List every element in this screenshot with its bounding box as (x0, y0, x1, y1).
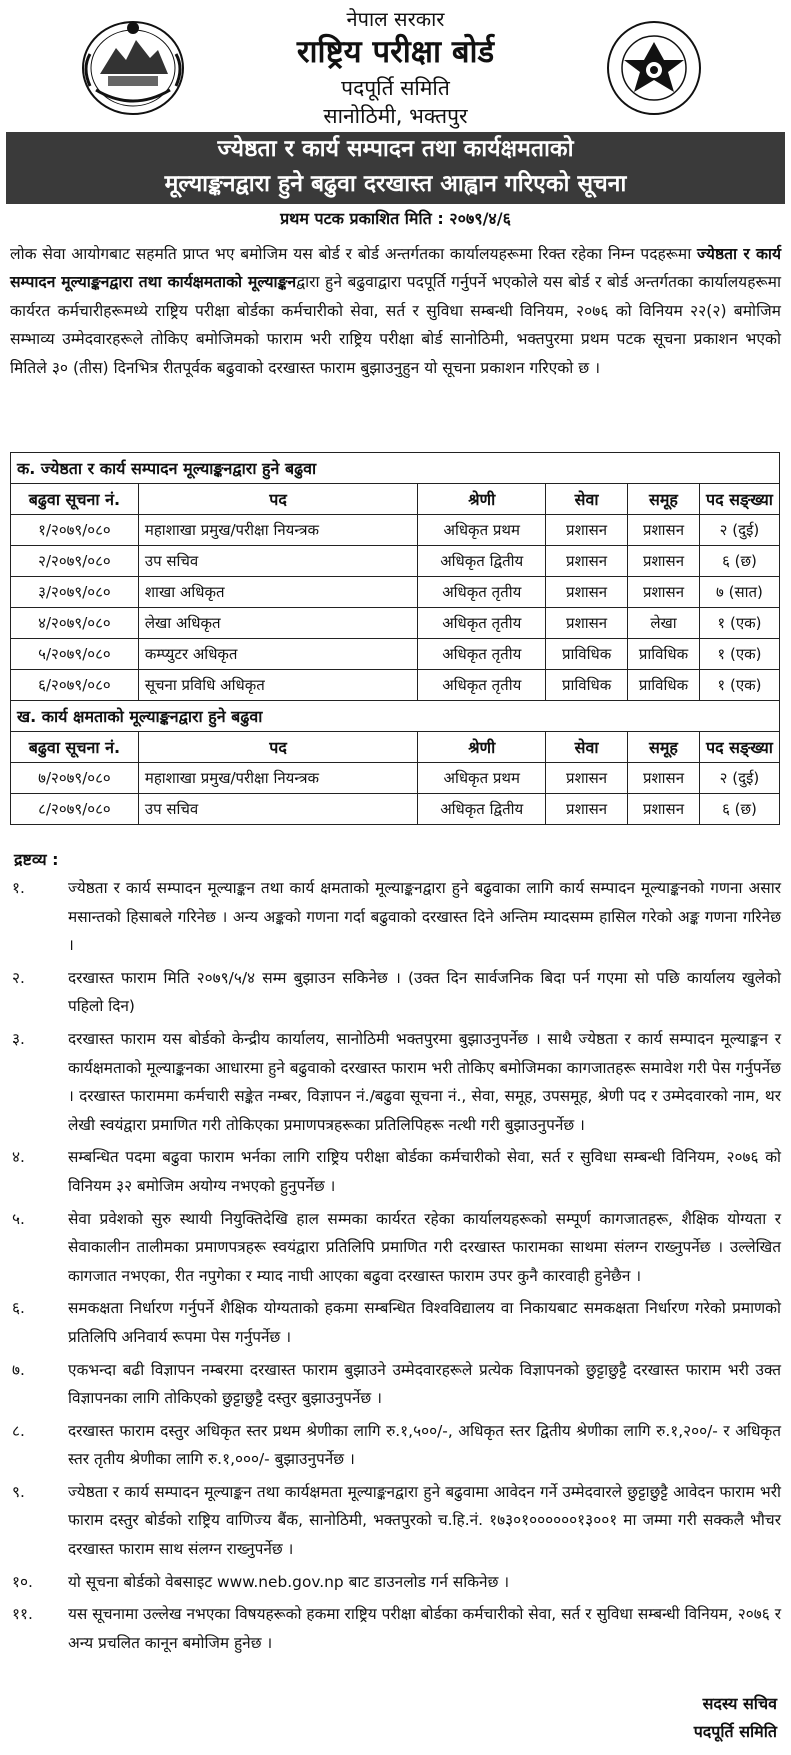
intro-bold-text: ज्येष्ठता र कार्य सम्पादन मूल्याङ्कनद्वारा तथा कार्यक्षमताको मूल्याङ्कन (10, 245, 781, 292)
table-column-header: सेवा (546, 732, 628, 763)
table-column-header: श्रेणी (418, 732, 546, 763)
committee-name: पदपूर्ति समिति (341, 76, 450, 100)
table-column-header: बढुवा सूचना नं. (11, 484, 139, 515)
note-item (10, 1417, 781, 1474)
signature-committee: पदपूर्ति समिति (693, 1722, 777, 1741)
note-item (10, 874, 781, 960)
table-column-header: पद सङ्ख्या (699, 732, 779, 763)
table-cell: ६ (छ) (699, 546, 779, 577)
government-name: नेपाल सरकार (346, 7, 445, 31)
office-address: सानोठिमी, भक्तपुर (323, 104, 468, 128)
table-header-row (11, 732, 780, 763)
publication-date: प्रथम पटक प्रकाशित मिति : २०७९/४/६ (280, 209, 511, 228)
notes-list (10, 874, 781, 1661)
table-cell: प्रशासन (628, 515, 700, 546)
table-column-header: सेवा (546, 484, 628, 515)
letterhead-text (180, 6, 611, 130)
table-column-header: समूह (628, 484, 700, 515)
note-number: ११. (12, 1605, 33, 1624)
board-name: राष्ट्रिय परीक्षा बोर्ड (296, 34, 495, 70)
table-cell: ८/२०७९/०८० (11, 794, 139, 825)
table-cell: २ (दुई) (699, 515, 779, 546)
note-text: दरखास्त फाराम मिति २०७९/५/४ सम्म बुझाउन सकिनेछ । (उक्त दिन सार्वजनिक बिदा पर्न गएमा सो पछि कार्यालय खुलेको पहिलो दिन) (68, 968, 781, 1016)
table-cell: अधिकृत तृतीय (418, 608, 546, 639)
intro-text-1: लोक सेवा आयोगबाट सहमति प्राप्त भए बमोजिम यस बोर्ड र बोर्ड अन्तर्गतका कार्यालयहरूमा रिक्त रहेका निम्न पदहरूमा (10, 245, 698, 263)
table-cell: प्राविधिक (546, 639, 628, 670)
table-cell: अधिकृत द्वितीय (418, 546, 546, 577)
note-item (10, 1568, 781, 1597)
note-number: २. (12, 968, 25, 987)
notice-title-line1: ज्येष्ठता र कार्य सम्पादन तथा कार्यक्षमताको (217, 136, 574, 162)
table-cell: लेखा अधिकृत (138, 608, 417, 639)
note-item (10, 1025, 781, 1139)
note-number: ६. (12, 1299, 25, 1318)
notice-title-banner (6, 132, 785, 204)
notice-title-line2: मूल्याङ्कनद्वारा हुने बढुवा दरखास्त आह्वान गरिएको सूचना (164, 171, 627, 197)
table-cell: प्रशासन (628, 577, 700, 608)
note-number: ९. (12, 1482, 25, 1501)
table-section-title: ख. कार्य क्षमताको मूल्याङ्कनद्वारा हुने बढुवा (11, 701, 780, 732)
note-number: १०. (12, 1572, 33, 1591)
table-cell: कम्प्युटर अधिकृत (138, 639, 417, 670)
table-cell: १ (एक) (699, 670, 779, 701)
table-cell: प्रशासन (628, 794, 700, 825)
table-cell: उप सचिव (138, 546, 417, 577)
table-cell: ४/२०७९/०८० (11, 608, 139, 639)
table-cell: १/२०७९/०८० (11, 515, 139, 546)
table-cell: महाशाखा प्रमुख/परीक्षा नियन्त्रक (138, 515, 417, 546)
intro-text-2: द्वारा हुने बढुवाद्वारा पदपूर्ति गर्नुपर्ने भएकोले यस बोर्ड र बोर्ड अन्तर्गतका कार्यालयहरूमा कार्यरत कर्मचारीहरूमध्ये राष्ट्रिय परीक्षा बोर्डका कर्मचारीको सेवा, सर्त र सुविधा सम्बन्धी विनियम, २०७६ को विनियम २२(२) बमोजिम सम्भाव्य उम्मेदवारहरूले तोकिए बमोजिमको फाराम भरी राष्ट्रिय परीक्षा बोर्ड सानोठिमी, भक्तपुरमा प्रथम पटक सूचना प्रकाशन भएको मितिले ३० (तीस) दिनभित्र रीतपूर्वक बढुवाको दरखास्त फाराम बुझाउनुहुन यो सूचना प्रकाशन गरिएको छ । (10, 273, 781, 377)
table-row (11, 608, 780, 639)
table-cell: प्राविधिक (628, 639, 700, 670)
note-text: यो सूचना बोर्डको वेबसाइट www.neb.gov.np बाट डाउनलोड गर्न सकिनेछ । (68, 1572, 510, 1591)
note-text: दरखास्त फाराम दस्तुर अधिकृत स्तर प्रथम श्रेणीका लागि रु.१,५००/-, अधिकृत स्तर द्वितीय श्रेणीका लागि रु.१,२००/- र अधिकृत स्तर तृतीय श्रेणीका लागि रु.१,०००/- बुझाउनुपर्नेछ । (68, 1421, 781, 1469)
note-item (10, 1478, 781, 1564)
note-text: एकभन्दा बढी विज्ञापन नम्बरमा दरखास्त फाराम बुझाउने उम्मेदवारहरूले प्रत्येक विज्ञापनको छुट्टाछुट्टै दरखास्त फाराम भरी उक्त विज्ञापनका लागि तोकिएको छुट्टाछुट्टै दस्तुर बुझाउनुपर्नेछ । (68, 1360, 781, 1408)
table-column-header: पद (138, 484, 417, 515)
note-item (10, 1294, 781, 1351)
table-cell: ३/२०७९/०८० (11, 577, 139, 608)
table-cell: ६ (छ) (699, 794, 779, 825)
table-row (11, 515, 780, 546)
note-item (10, 964, 781, 1021)
table-cell: २/२०७९/०८० (11, 546, 139, 577)
intro-paragraph (10, 240, 781, 382)
note-number: ७. (12, 1360, 25, 1379)
table-section-title: क. ज्येष्ठता र कार्य सम्पादन मूल्याङ्कनद्वारा हुने बढुवा (11, 453, 780, 484)
note-number: ५. (12, 1209, 25, 1228)
note-text: ज्येष्ठता र कार्य सम्पादन मूल्याङ्कन तथा कार्यक्षमता मूल्याङ्कनद्वारा हुने बढुवामा आवेदन गर्ने उम्मेदवारले छुट्टाछुट्टै आवेदन फाराम भरी फाराम दस्तुर बोर्डको राष्ट्रिय वाणिज्य बैंक, सानोठिमी, भक्तपुरको च.हि.नं. १७३०१००००००१३००१ मा जम्मा गरी सक्कलै भौचर दरखास्त फाराम साथ संलग्न राख्नुपर्नेछ । (68, 1482, 781, 1559)
table-cell: अधिकृत तृतीय (418, 670, 546, 701)
table-cell: १ (एक) (699, 639, 779, 670)
table-cell: प्रशासन (546, 515, 628, 546)
table-section-row (11, 453, 780, 484)
table-cell: शाखा अधिकृत (138, 577, 417, 608)
table-cell: ७ (सात) (699, 577, 779, 608)
table-cell: उप सचिव (138, 794, 417, 825)
table-cell: अधिकृत प्रथम (418, 515, 546, 546)
table-row (11, 639, 780, 670)
table-cell: ६/२०७९/०८० (11, 670, 139, 701)
table-row (11, 546, 780, 577)
signature-title: सदस्य सचिव (702, 1694, 777, 1713)
table-row (11, 670, 780, 701)
note-item (10, 1143, 781, 1200)
table-row (11, 763, 780, 794)
table-section-row (11, 701, 780, 732)
table-cell: ५/२०७९/०८० (11, 639, 139, 670)
table-cell: प्रशासन (628, 763, 700, 794)
note-item (10, 1205, 781, 1291)
note-text: दरखास्त फाराम यस बोर्डको केन्द्रीय कार्यालय, सानोठिमी भक्तपुरमा बुझाउनुपर्नेछ । साथै ज्येष्ठता र कार्य सम्पादन मूल्याङ्कन र कार्यक्षमताको मूल्याङ्कनका आधारमा हुने बढुवाको दरखास्त फाराम भरी तोकिए बमोजिमका कागजातहरू समावेश गरी पेस गर्नुपर्नेछ । दरखास्त फाराममा कर्मचारी सङ्केत नम्बर, विज्ञापन नं./बढुवा सूचना नं., सेवा, समूह, उपसमूह, श्रेणी पद र उम्मेदवारको नाम, थर लेखी स्वयंद्वारा प्रमाणित गरी तोकिएका प्रमाणपत्रहरूका प्रतिलिपिहरू नत्थी गरी बुझाउनुपर्नेछ । (68, 1029, 781, 1134)
table-column-header: समूह (628, 732, 700, 763)
table-cell: अधिकृत तृतीय (418, 577, 546, 608)
note-text: समकक्षता निर्धारण गर्नुपर्ने शैक्षिक योग्यताको हकमा सम्बन्धित विश्वविद्यालय वा निकायबाट समकक्षता निर्धारण गरेको प्रमाणको प्रतिलिपि अनिवार्य रूपमा पेस गर्नुपर्नेछ । (68, 1299, 781, 1346)
note-number: ३. (12, 1029, 25, 1048)
note-number: १. (12, 879, 25, 897)
note-text: सेवा प्रवेशको सुरु स्थायी नियुक्तिदेखि हाल सम्मका कार्यरत रहेका कार्यालयहरूको सम्पूर्ण कागजातहरू, शैक्षिक योग्यता र सेवाकालीन तालीमका प्रमाणपत्रहरू स्वयंद्वारा प्रतिलिपि प्रमाणित गरी दरखास्त फारामका साथमा संलग्न राख्नुपर्नेछ । उल्लेखित कागजात नभएका, रीत नपुगेका र म्याद नाघी आएका बढुवा दरखास्त फाराम उपर कुनै कारवाही हुनेछैन । (68, 1209, 781, 1285)
table-row (11, 577, 780, 608)
neb-logo-icon (604, 16, 704, 120)
table-column-header: बढुवा सूचना नं. (11, 732, 139, 763)
note-text: सम्बन्धित पदमा बढुवा फाराम भर्नका लागि राष्ट्रिय परीक्षा बोर्डका कर्मचारीको सेवा, सर्त र सुविधा सम्बन्धी विनियम, २०७६ को विनियम ३२ बमोजिम अयोग्य नभएको हुनुपर्नेछ । (68, 1148, 781, 1195)
table-column-header: पद (138, 732, 417, 763)
table-cell: १ (एक) (699, 608, 779, 639)
table-cell: सूचना प्रविधि अधिकृत (138, 670, 417, 701)
table-cell: प्रशासन (546, 608, 628, 639)
table-cell: प्रशासन (546, 794, 628, 825)
notes-heading: द्रष्टव्य : (14, 850, 59, 869)
table-cell: महाशाखा प्रमुख/परीक्षा नियन्त्रक (138, 763, 417, 794)
table-cell: अधिकृत तृतीय (418, 639, 546, 670)
table-cell: अधिकृत द्वितीय (418, 794, 546, 825)
table-row (11, 794, 780, 825)
note-number: ४. (12, 1148, 25, 1167)
note-number: ८. (12, 1421, 25, 1440)
table-header-row (11, 484, 780, 515)
letterhead (0, 0, 791, 130)
note-text: ज्येष्ठता र कार्य सम्पादन मूल्याङ्कन तथा कार्य क्षमताको मूल्याङ्कनद्वारा हुने बढुवाका लागि कार्य सम्पादन मूल्याङ्कनको गणना असार मसान्तको हिसाबले गरिनेछ । अन्य अङ्कको गणना गर्दा बढुवाको दरखास्त दिने अन्तिम म्यादसम्म हासिल गरेको अङ्क गणना गरिनेछ । (68, 879, 781, 955)
table-column-header: श्रेणी (418, 484, 546, 515)
note-item (10, 1356, 781, 1413)
table-cell: प्राविधिक (628, 670, 700, 701)
table-cell: ७/२०७९/०८० (11, 763, 139, 794)
table-column-header: पद सङ्ख्या (699, 484, 779, 515)
vacancy-table (10, 452, 780, 825)
table-cell: अधिकृत प्रथम (418, 763, 546, 794)
table-cell: लेखा (628, 608, 700, 639)
note-text: यस सूचनामा उल्लेख नभएका विषयहरूको हकमा राष्ट्रिय परीक्षा बोर्डका कर्मचारीको सेवा, सर्त र सुविधा सम्बन्धी विनियम, २०७६ र अन्य प्रचलित कानून बमोजिम हुनेछ । (68, 1605, 781, 1652)
table-cell: २ (दुई) (699, 763, 779, 794)
note-item (10, 1600, 781, 1657)
nepal-emblem-icon (78, 14, 188, 118)
signature-block (694, 1690, 777, 1746)
table-cell: प्राविधिक (546, 670, 628, 701)
table-cell: प्रशासन (546, 577, 628, 608)
table-cell: प्रशासन (628, 546, 700, 577)
table-cell: प्रशासन (546, 546, 628, 577)
table-cell: प्रशासन (546, 763, 628, 794)
